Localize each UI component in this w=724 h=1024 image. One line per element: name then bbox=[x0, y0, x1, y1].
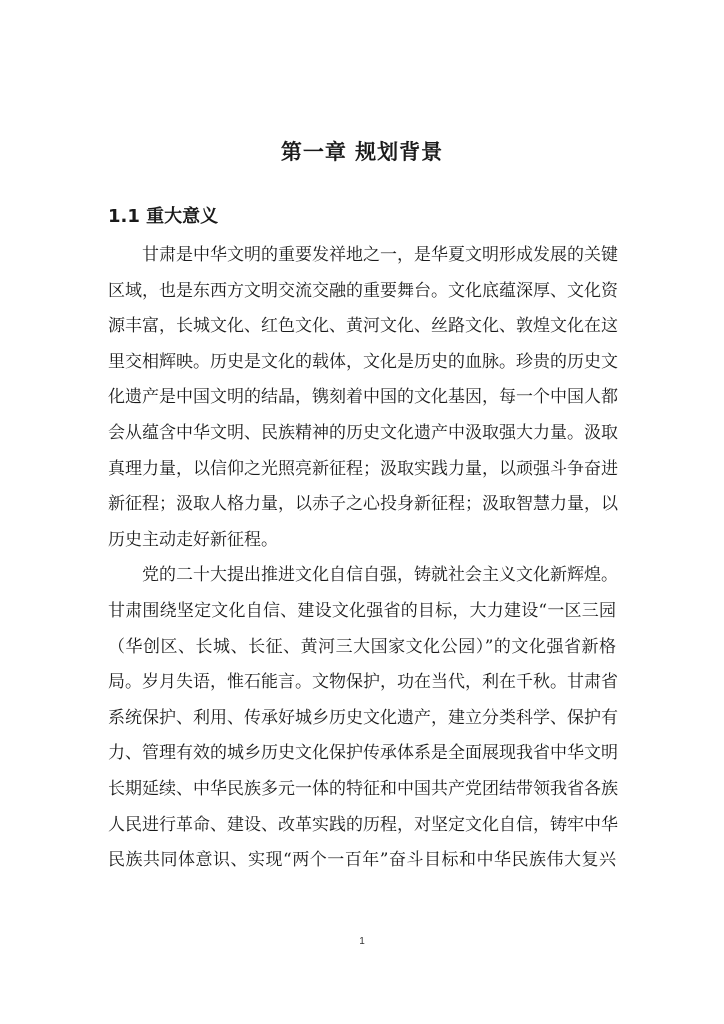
paragraph-1-line: 源丰富，长城文化、红色文化、黄河文化、丝路文化、敦煌文化在这 bbox=[108, 316, 618, 337]
paragraph-2-line: 党的二十大提出推进文化自信自强，铸就社会主义文化新辉煌。 bbox=[142, 565, 618, 586]
paragraph-1-line: 里交相辉映。历史是文化的载体，文化是历史的血脉。珍贵的历史文 bbox=[108, 351, 618, 372]
page-number: 1 bbox=[359, 936, 365, 947]
paragraph-1-line: 真理力量，以信仰之光照亮新征程；汲取实践力量，以顽强斗争奋进 bbox=[108, 458, 618, 479]
paragraph-2-line: 长期延续、中华民族多元一体的特征和中国共产党团结带领我省各族 bbox=[108, 778, 618, 799]
paragraph-2-line: 局。岁月失语，惟石能言。文物保护，功在当代，利在千秋。甘肃省 bbox=[108, 672, 618, 693]
section-heading: 1.1 重大意义 bbox=[108, 206, 219, 227]
paragraph-1-line: 区域，也是东西方文明交流交融的重要舞台。文化底蕴深厚、文化资 bbox=[108, 280, 618, 301]
chapter-title: 第一章 规划背景 bbox=[280, 140, 444, 164]
paragraph-1-line: 会从蕴含中华文明、民族精神的历史文化遗产中汲取强大力量。汲取 bbox=[108, 422, 618, 443]
paragraph-2-line: 力、管理有效的城乡历史文化保护传承体系是全面展现我省中华文明 bbox=[108, 743, 618, 764]
paragraph-1-line: 甘肃是中华文明的重要发祥地之一，是华夏文明形成发展的关键 bbox=[142, 245, 618, 265]
paragraph-1-line: 历史主动走好新征程。 bbox=[108, 529, 278, 550]
paragraph-2-line: （华创区、长城、长征、黄河三大国家文化公园）”的文化强省新格 bbox=[108, 636, 616, 657]
paragraph-2-line: 人民进行革命、建设、改革实践的历程，对坚定文化自信，铸牢中华 bbox=[108, 814, 618, 835]
paragraph-1-line: 化遗产是中国文明的结晶，镌刻着中国的文化基因，每一个中国人都 bbox=[108, 387, 618, 408]
paragraph-2-line: 甘肃围绕坚定文化自信、建设文化强省的目标，大力建设“一区三园 bbox=[108, 600, 616, 621]
paragraph-2-line: 系统保护、利用、传承好城乡历史文化遗产，建立分类科学、保护有 bbox=[108, 707, 618, 728]
paragraph-1-line: 新征程；汲取人格力量，以赤子之心投身新征程；汲取智慧力量，以 bbox=[108, 494, 618, 515]
paragraph-2-line: 民族共同体意识、实现“两个一百年”奋斗目标和中华民族伟大复兴 bbox=[108, 850, 616, 871]
body-text bbox=[108, 238, 616, 879]
